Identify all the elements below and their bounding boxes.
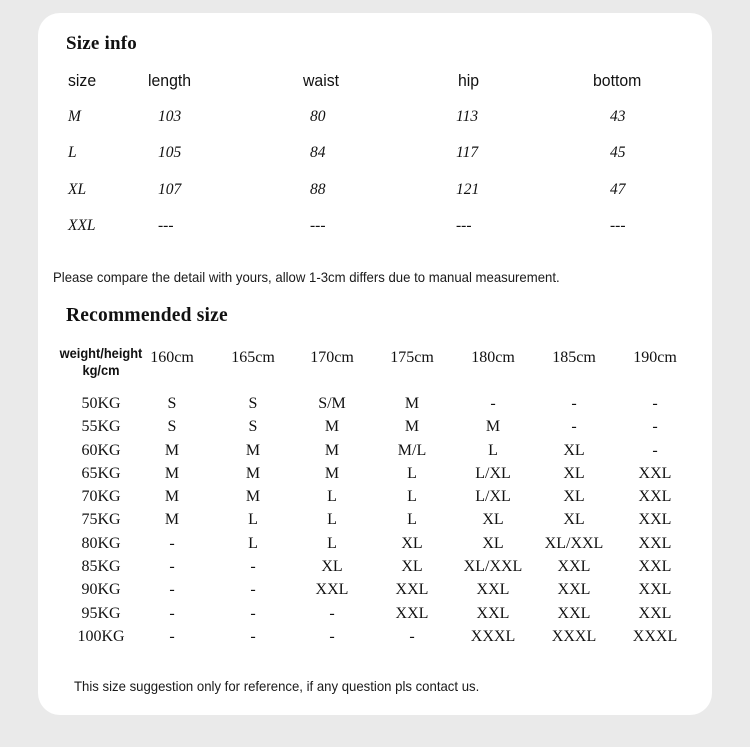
table-row <box>38 217 712 254</box>
cell-length: 103 <box>158 107 182 125</box>
cell-recommended-size: - <box>652 395 658 412</box>
cell-hip: 117 <box>456 144 479 161</box>
cell-hip: 121 <box>456 180 480 198</box>
cell-waist: 88 <box>310 180 326 198</box>
table-row <box>38 144 712 181</box>
cell-waist: 80 <box>310 107 326 125</box>
cell-recommended-size: L <box>327 488 337 506</box>
measurement-note: Please compare the detail with yours, allow 1-3cm differs due to manual measurement. <box>53 269 560 285</box>
cell-recommended-size: XXXL <box>470 627 516 645</box>
table-row <box>38 605 712 628</box>
cell-weight: 70KG <box>81 488 121 506</box>
table-row <box>38 581 712 604</box>
cell-recommended-size: XL <box>321 558 343 576</box>
size-info-header-waist: waist <box>303 71 340 90</box>
cell-bottom: 47 <box>610 180 626 198</box>
cell-hip: --- <box>456 217 472 234</box>
size-info-header-hip: hip <box>458 71 480 90</box>
cell-weight: 50KG <box>81 395 121 412</box>
cell-recommended-size: - <box>169 604 175 622</box>
cell-recommended-size: M <box>404 418 420 436</box>
cell-weight: 80KG <box>81 534 121 552</box>
cell-recommended-size: - <box>169 534 175 552</box>
table-row <box>38 442 712 465</box>
cell-recommended-size: M <box>164 441 180 459</box>
cell-recommended-size: M <box>404 395 420 412</box>
cell-recommended-size: - <box>329 627 335 645</box>
cell-weight: 75KG <box>81 511 121 529</box>
cell-recommended-size: XXL <box>638 558 672 576</box>
cell-recommended-size: XXL <box>638 464 672 482</box>
cell-recommended-size: L <box>407 488 417 506</box>
cell-recommended-size: XL <box>482 511 504 529</box>
cell-length: 107 <box>158 180 182 198</box>
cell-recommended-size: XXXL <box>551 627 597 645</box>
cell-recommended-size: XXL <box>638 604 672 622</box>
table-row <box>38 558 712 581</box>
cell-length: 105 <box>158 144 182 161</box>
cell-bottom: --- <box>610 217 626 234</box>
cell-recommended-size: L <box>407 464 417 482</box>
cell-bottom: 43 <box>610 107 626 125</box>
cell-recommended-size: - <box>169 558 175 576</box>
table-row <box>38 511 712 534</box>
recommended-size-table <box>38 343 712 651</box>
table-row <box>38 628 712 651</box>
cell-recommended-size: XXL <box>638 511 672 529</box>
cell-recommended-size: S <box>167 395 177 412</box>
cell-recommended-size: - <box>250 581 256 599</box>
table-row <box>38 395 712 418</box>
cell-recommended-size: - <box>409 627 415 645</box>
cell-recommended-size: - <box>652 441 658 459</box>
size-info-header-row <box>38 71 712 108</box>
table-row <box>38 535 712 558</box>
recommended-height-header: 160cm <box>150 349 194 366</box>
cell-recommended-size: XXL <box>638 581 672 599</box>
cell-recommended-size: M <box>324 441 340 459</box>
cell-recommended-size: - <box>250 558 256 576</box>
cell-recommended-size: M <box>164 511 180 529</box>
cell-recommended-size: - <box>571 395 577 412</box>
cell-waist: 84 <box>310 144 326 161</box>
cell-recommended-size: M <box>164 464 180 482</box>
cell-recommended-size: M <box>485 418 501 436</box>
cell-recommended-size: M <box>324 418 340 436</box>
cell-recommended-size: XXXL <box>632 627 678 645</box>
cell-size: XL <box>68 180 87 198</box>
cell-weight: 55KG <box>81 418 121 436</box>
cell-recommended-size: XXL <box>476 604 510 622</box>
cell-recommended-size: XL <box>563 441 585 459</box>
corner-label-line1: weight/height <box>59 346 143 361</box>
cell-recommended-size: - <box>250 604 256 622</box>
cell-recommended-size: - <box>490 395 496 412</box>
cell-recommended-size: XXL <box>395 604 429 622</box>
cell-recommended-size: XL/XXL <box>463 558 523 576</box>
cell-recommended-size: L <box>327 511 337 529</box>
size-info-table <box>38 71 712 254</box>
cell-recommended-size: XL <box>563 464 585 482</box>
table-row <box>38 465 712 488</box>
cell-recommended-size: L <box>248 511 258 529</box>
cell-recommended-size: L/XL <box>475 488 511 506</box>
cell-recommended-size: XL <box>401 558 423 576</box>
cell-recommended-size: XXL <box>557 604 591 622</box>
cell-recommended-size: XXL <box>476 581 510 599</box>
cell-recommended-size: XXL <box>315 581 349 599</box>
table-row <box>38 181 712 218</box>
recommended-height-header: 180cm <box>471 349 515 366</box>
cell-recommended-size: XL <box>482 534 504 552</box>
cell-size: XXL <box>68 217 96 234</box>
cell-weight: 100KG <box>77 627 125 645</box>
recommended-height-header: 175cm <box>390 349 434 366</box>
cell-weight: 60KG <box>81 441 121 459</box>
cell-waist: --- <box>310 217 326 234</box>
cell-recommended-size: XXL <box>638 488 672 506</box>
cell-weight: 85KG <box>81 558 121 576</box>
cell-recommended-size: S <box>167 418 177 436</box>
size-info-header-length: length <box>148 71 192 90</box>
corner-label-line2: kg/cm <box>82 363 120 378</box>
cell-recommended-size: L/XL <box>475 464 511 482</box>
cell-recommended-size: L <box>488 441 498 459</box>
cell-recommended-size: M <box>324 464 340 482</box>
cell-weight: 65KG <box>81 464 121 482</box>
cell-size: M <box>68 107 81 125</box>
cell-recommended-size: XXL <box>557 581 591 599</box>
size-info-header-size: size <box>68 71 97 90</box>
recommended-height-header: 190cm <box>633 349 677 366</box>
cell-recommended-size: L <box>407 511 417 529</box>
cell-bottom: 45 <box>610 144 626 161</box>
cell-recommended-size: - <box>571 418 577 436</box>
table-row <box>38 488 712 511</box>
cell-recommended-size: XL <box>401 534 423 552</box>
cell-recommended-size: - <box>652 418 658 436</box>
recommended-height-header: 185cm <box>552 349 596 366</box>
cell-weight: 95KG <box>81 604 121 622</box>
cell-size: L <box>68 144 77 161</box>
recommended-height-header: 165cm <box>231 349 275 366</box>
cell-recommended-size: L <box>327 534 337 552</box>
cell-recommended-size: M <box>245 488 261 506</box>
cell-length: --- <box>158 217 174 234</box>
cell-recommended-size: L <box>248 534 258 552</box>
cell-recommended-size: S <box>248 418 258 436</box>
cell-recommended-size: S <box>248 395 258 412</box>
recommended-height-header: 170cm <box>310 349 354 366</box>
cell-hip: 113 <box>456 107 479 125</box>
cell-recommended-size: - <box>250 627 256 645</box>
cell-recommended-size: M <box>164 488 180 506</box>
cell-recommended-size: XL <box>563 488 585 506</box>
table-row <box>38 418 712 441</box>
size-info-title: Size info <box>66 33 137 54</box>
size-chart-card <box>38 13 712 715</box>
cell-recommended-size: - <box>169 627 175 645</box>
cell-recommended-size: M <box>245 441 261 459</box>
cell-recommended-size: XXL <box>395 581 429 599</box>
recommended-size-title: Recommended size <box>66 305 228 326</box>
table-row <box>38 108 712 145</box>
cell-weight: 90KG <box>81 581 121 599</box>
card-inner <box>38 13 712 715</box>
cell-recommended-size: XXL <box>557 558 591 576</box>
cell-recommended-size: S/M <box>318 395 346 412</box>
recommended-header-row <box>38 343 712 395</box>
cell-recommended-size: M/L <box>397 441 427 459</box>
cell-recommended-size: XL/XXL <box>544 534 604 552</box>
cell-recommended-size: XL <box>563 511 585 529</box>
cell-recommended-size: - <box>169 581 175 599</box>
size-info-header-bottom: bottom <box>593 71 642 90</box>
cell-recommended-size: XXL <box>638 534 672 552</box>
cell-recommended-size: - <box>329 604 335 622</box>
cell-recommended-size: M <box>245 464 261 482</box>
reference-note: This size suggestion only for reference, if any question pls contact us. <box>74 678 480 694</box>
